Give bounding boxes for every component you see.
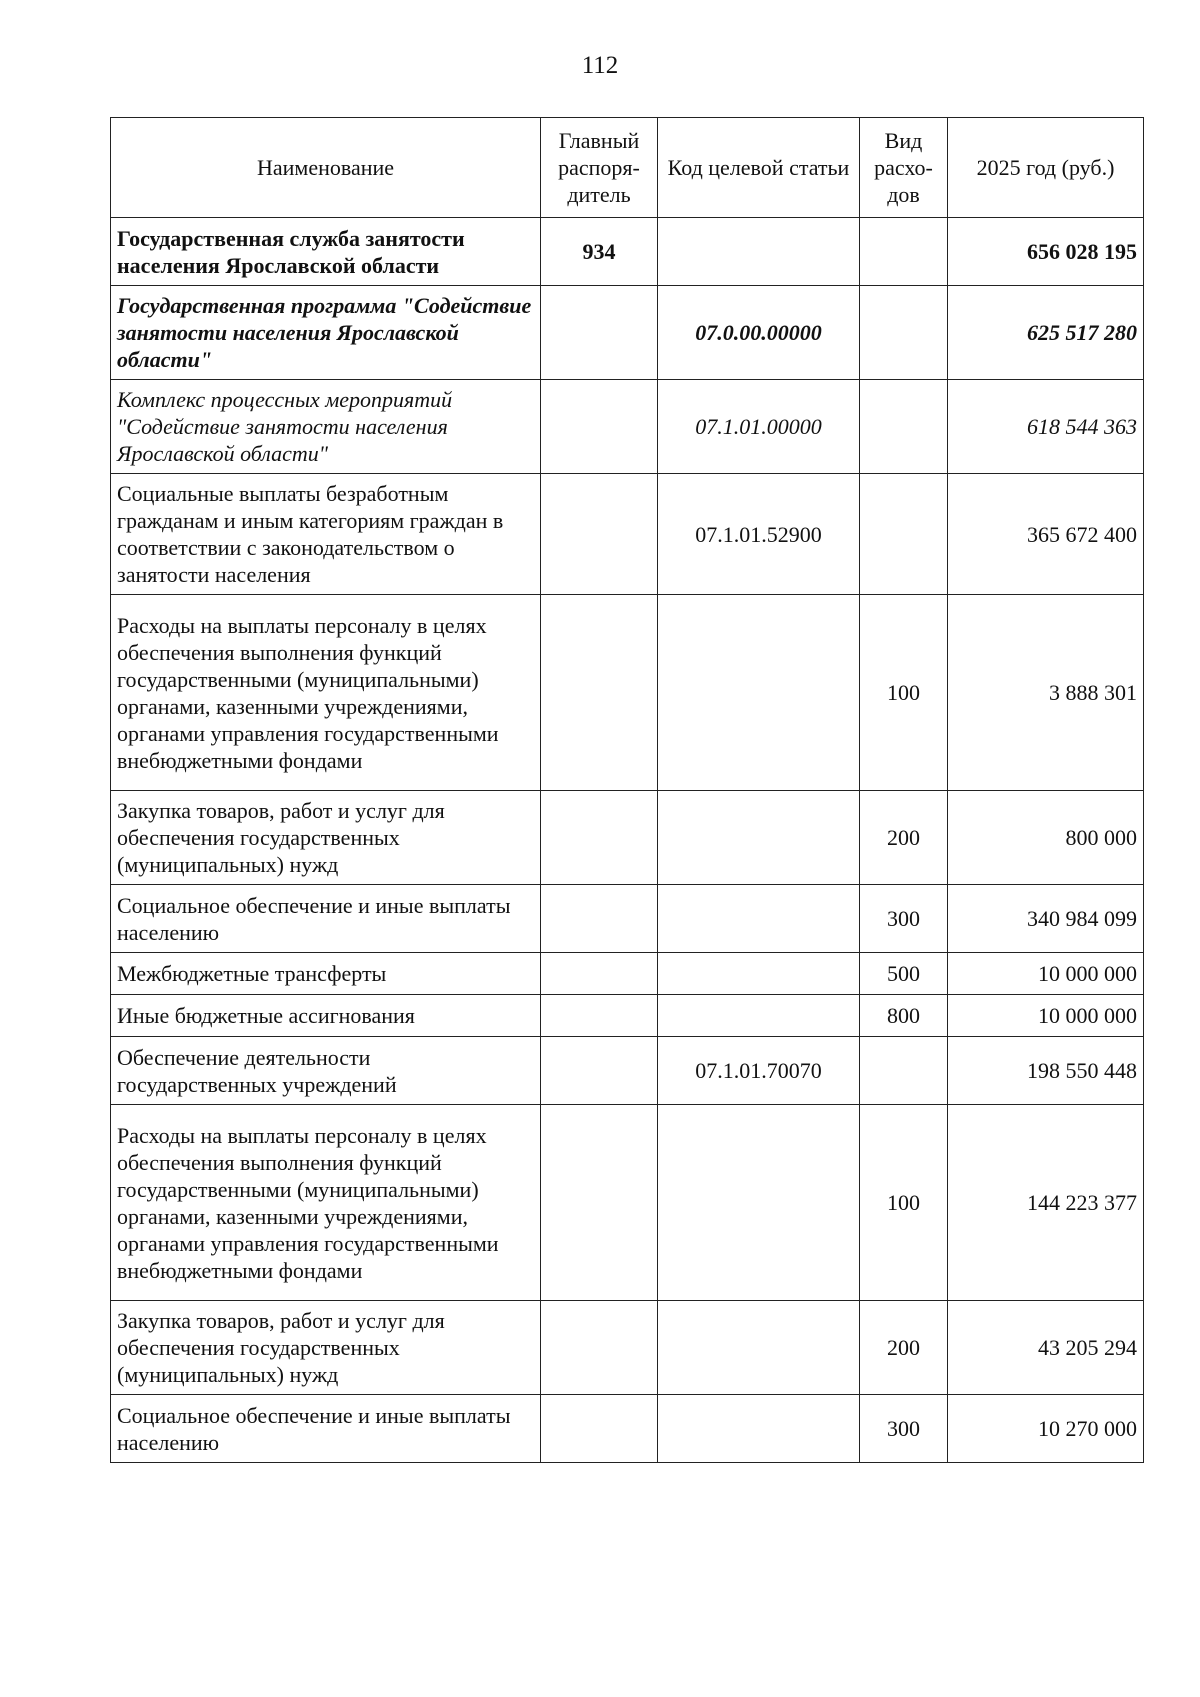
row-code-cell: 07.1.01.52900: [658, 474, 860, 595]
row-manager-cell: [541, 474, 658, 595]
table-row: [111, 995, 1144, 1037]
row-manager-cell: [541, 380, 658, 474]
row-amount-cell: 10 000 000: [948, 953, 1144, 995]
row-code-cell: [658, 1395, 860, 1463]
table-row: [111, 595, 1144, 791]
row-name-cell: Расходы на выплаты персоналу в целях обеспечения выполнения функций государственными (муниципальными) органами, казенными учреждениями, органами управления государственными внебюджетными фондами: [111, 1105, 541, 1301]
row-name-cell: Межбюджетные трансферты: [111, 953, 541, 995]
row-name-cell: Иные бюджетные ассигнования: [111, 995, 541, 1037]
row-name-cell: Обеспечение деятельности государственных учреждений: [111, 1037, 541, 1105]
row-amount-cell: 3 888 301: [948, 595, 1144, 791]
row-name-cell: Социальные выплаты безработным гражданам и иным категориям граждан в соответствии с законодательством о занятости населения: [111, 474, 541, 595]
row-amount-cell: 365 672 400: [948, 474, 1144, 595]
row-code-cell: 07.1.01.70070: [658, 1037, 860, 1105]
row-manager-cell: [541, 995, 658, 1037]
row-name-cell: Расходы на выплаты персоналу в целях обеспечения выполнения функций государственными (муниципальными) органами, казенными учреждениями, органами управления государственными внебюджетными фондами: [111, 595, 541, 791]
row-code-cell: [658, 995, 860, 1037]
row-name-cell: Закупка товаров, работ и услуг для обеспечения государственных (муниципальных) нужд: [111, 1301, 541, 1395]
row-manager-cell: 934: [541, 218, 658, 286]
row-code-cell: [658, 1301, 860, 1395]
page-number: 112: [581, 52, 619, 79]
row-manager-cell: [541, 1301, 658, 1395]
row-manager-cell: [541, 1395, 658, 1463]
header-amount: 2025 год (руб.): [948, 118, 1144, 218]
table-row: [111, 791, 1144, 885]
row-manager-cell: [541, 1105, 658, 1301]
row-type-cell: 200: [860, 1301, 948, 1395]
row-code-cell: [658, 218, 860, 286]
row-code-cell: [658, 595, 860, 791]
row-manager-cell: [541, 791, 658, 885]
row-type-cell: 200: [860, 791, 948, 885]
row-name-cell: Государственная программа "Содействие занятости населения Ярославской области": [111, 286, 541, 380]
header-name: Наименование: [111, 118, 541, 218]
row-manager-cell: [541, 885, 658, 953]
header-type: Вид расхо-дов: [860, 118, 948, 218]
row-type-cell: [860, 1037, 948, 1105]
table-row: [111, 286, 1144, 380]
header-code: Код целевой статьи: [658, 118, 860, 218]
header-manager: Главный распоря-дитель: [541, 118, 658, 218]
row-amount-cell: 198 550 448: [948, 1037, 1144, 1105]
row-code-cell: [658, 885, 860, 953]
row-type-cell: [860, 218, 948, 286]
row-amount-cell: 144 223 377: [948, 1105, 1144, 1301]
table-row: [111, 380, 1144, 474]
table-row: [111, 1395, 1144, 1463]
row-type-cell: [860, 474, 948, 595]
row-type-cell: 300: [860, 1395, 948, 1463]
row-code-cell: [658, 953, 860, 995]
row-amount-cell: 618 544 363: [948, 380, 1144, 474]
row-code-cell: 07.0.00.00000: [658, 286, 860, 380]
table-header-row: [111, 118, 1144, 218]
row-amount-cell: 625 517 280: [948, 286, 1144, 380]
table-row: [111, 1037, 1144, 1105]
row-type-cell: 100: [860, 595, 948, 791]
row-amount-cell: 656 028 195: [948, 218, 1144, 286]
row-amount-cell: 340 984 099: [948, 885, 1144, 953]
row-type-cell: 500: [860, 953, 948, 995]
row-amount-cell: 10 270 000: [948, 1395, 1144, 1463]
row-code-cell: [658, 1105, 860, 1301]
table-row: [111, 953, 1144, 995]
table-row: [111, 474, 1144, 595]
table-row: [111, 1301, 1144, 1395]
table-row: [111, 885, 1144, 953]
row-code-cell: [658, 791, 860, 885]
row-type-cell: 300: [860, 885, 948, 953]
row-manager-cell: [541, 953, 658, 995]
row-type-cell: 100: [860, 1105, 948, 1301]
row-name-cell: Закупка товаров, работ и услуг для обеспечения государственных (муниципальных) нужд: [111, 791, 541, 885]
row-amount-cell: 43 205 294: [948, 1301, 1144, 1395]
row-amount-cell: 800 000: [948, 791, 1144, 885]
row-type-cell: 800: [860, 995, 948, 1037]
row-name-cell: Социальное обеспечение и иные выплаты населению: [111, 885, 541, 953]
table-row: [111, 1105, 1144, 1301]
row-type-cell: [860, 286, 948, 380]
table-row: [111, 218, 1144, 286]
row-manager-cell: [541, 595, 658, 791]
row-name-cell: Государственная служба занятости населения Ярославской области: [111, 218, 541, 286]
row-name-cell: Комплекс процессных мероприятий "Содействие занятости населения Ярославской области": [111, 380, 541, 474]
row-name-cell: Социальное обеспечение и иные выплаты населению: [111, 1395, 541, 1463]
row-manager-cell: [541, 286, 658, 380]
row-type-cell: [860, 380, 948, 474]
row-code-cell: 07.1.01.00000: [658, 380, 860, 474]
row-manager-cell: [541, 1037, 658, 1105]
row-amount-cell: 10 000 000: [948, 995, 1144, 1037]
budget-table: [110, 117, 1144, 1463]
